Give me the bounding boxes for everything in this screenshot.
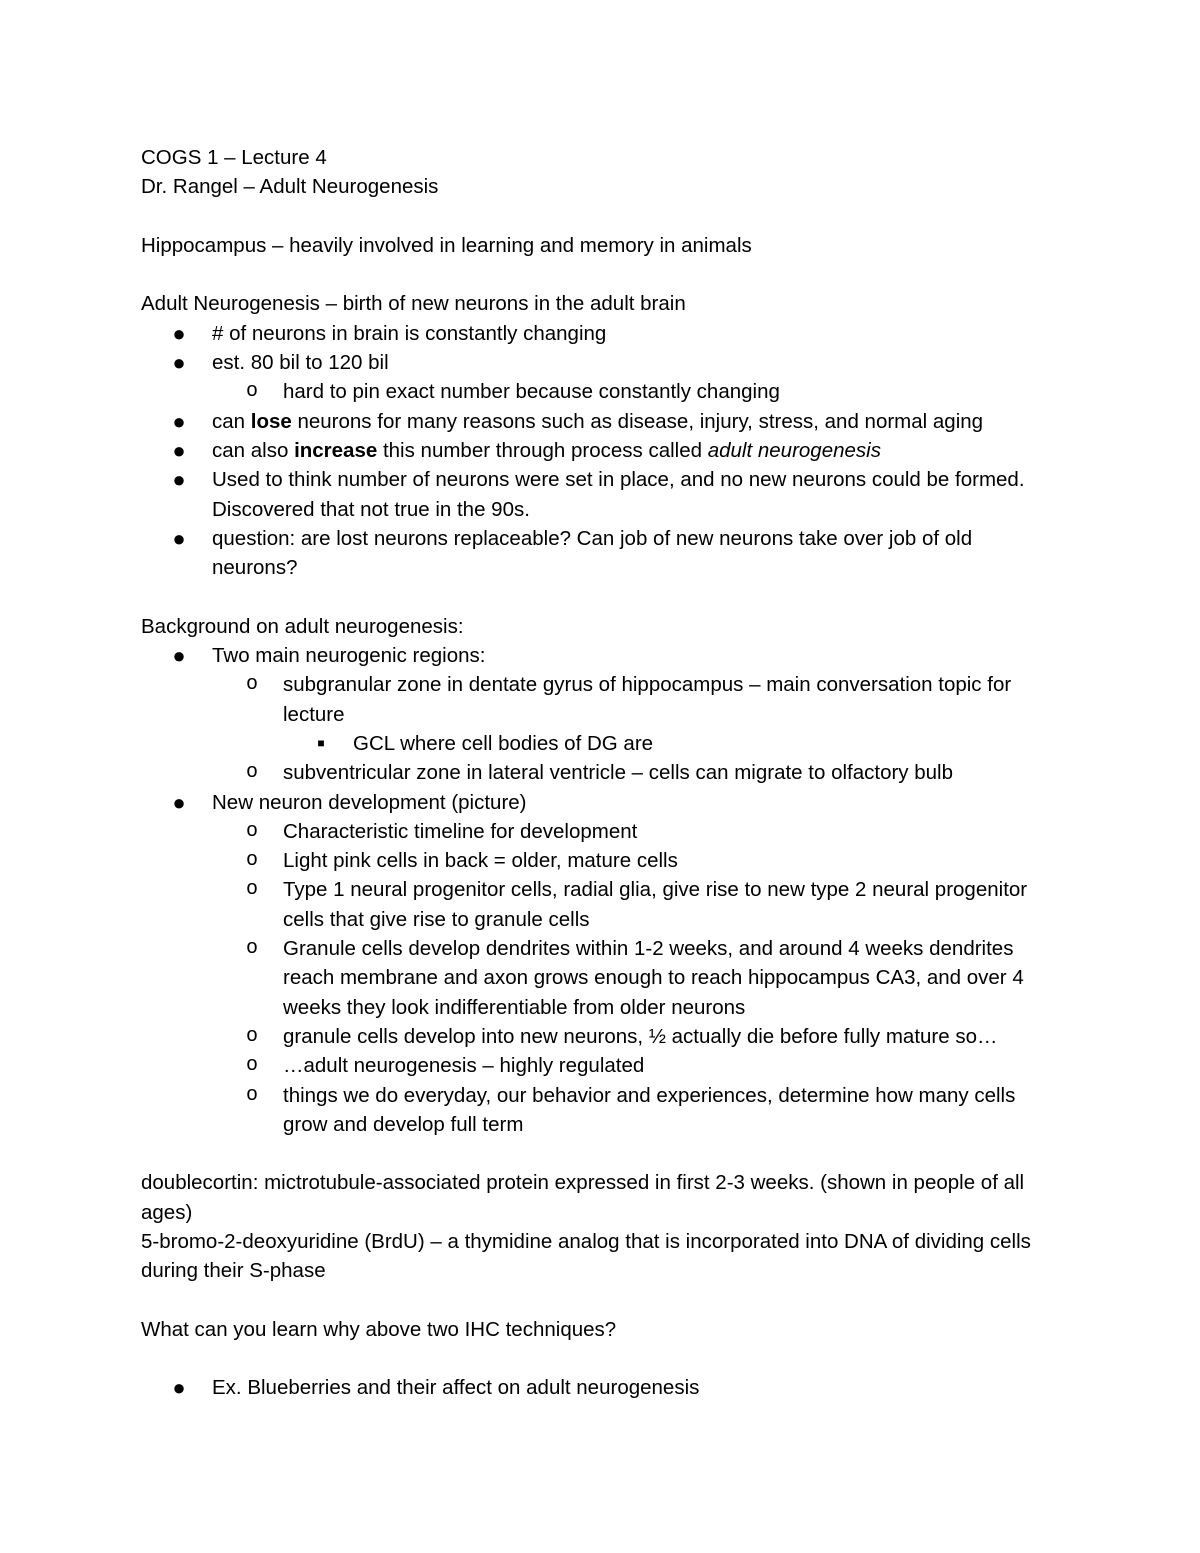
example-list <box>141 1373 1061 1402</box>
ihc-question: What can you learn why above two IHC techniques? <box>141 1317 617 1341</box>
sub-list-item <box>141 377 1061 406</box>
sub-list-item <box>141 846 1061 875</box>
spacer <box>141 1344 1061 1373</box>
circle-bullet-icon: o <box>245 1024 258 1048</box>
list-item-text-middle: this number through process called <box>377 438 708 462</box>
bullet-icon: ● <box>172 789 186 815</box>
list-item-text: Two main neurogenic regions: <box>212 644 486 668</box>
circle-bullet-icon: o <box>245 819 258 843</box>
list-item-text-suffix: neurons for many reasons such as disease, injury, stress, and normal aging <box>291 409 984 433</box>
bullet-icon: ● <box>172 350 186 376</box>
emphasis-text: increase <box>294 438 378 462</box>
list-item-text: hard to pin exact number because constantly changing <box>283 380 780 404</box>
adult-neurogenesis-list <box>141 319 1061 583</box>
list-item-text: things we do everyday, our behavior and experiences, determine how many cells grow and develop full term <box>283 1083 1016 1136</box>
sub-list-item <box>141 1051 1061 1080</box>
sub-list-item <box>141 1081 1061 1140</box>
sub-list-item <box>141 817 1061 846</box>
circle-bullet-icon: o <box>245 673 258 697</box>
bullet-icon: ● <box>172 320 186 346</box>
list-item-text: Type 1 neural progenitor cells, radial glia, give rise to new type 2 neural progenitor cells that give rise to granule cells <box>283 878 1028 931</box>
circle-bullet-icon: o <box>245 1083 258 1107</box>
sub-list-item <box>141 1022 1061 1051</box>
sub-list-item <box>141 758 1061 787</box>
emphasis-text: lose <box>250 409 292 433</box>
list-item-text: est. 80 bil to 120 bil <box>212 351 389 375</box>
hippocampus-definition: Hippocampus – heavily involved in learning and memory in animals <box>141 233 752 257</box>
list-item <box>141 465 1061 524</box>
list-item-text: subventricular zone in lateral ventricle – cells can migrate to olfactory bulb <box>283 761 953 785</box>
list-item-text-prefix: can <box>212 409 251 433</box>
spacer <box>141 1286 1061 1315</box>
list-item <box>141 641 1061 670</box>
bullet-icon: ● <box>172 437 186 463</box>
list-item-text: # of neurons in brain is constantly changing <box>212 321 607 345</box>
list-item-text: subgranular zone in dentate gyrus of hippocampus – main conversation topic for lecture <box>283 673 1012 726</box>
adult-neurogenesis-heading: Adult Neurogenesis – birth of new neurons in the adult brain <box>141 292 686 316</box>
sub-list-item <box>141 934 1061 1022</box>
circle-bullet-icon: o <box>245 937 258 961</box>
spacer <box>141 582 1061 611</box>
square-bullet-icon: ■ <box>317 735 325 750</box>
list-item-text: Ex. Blueberries and their affect on adult neurogenesis <box>212 1376 700 1400</box>
document-body <box>141 143 1061 1403</box>
list-item-text: …adult neurogenesis – highly regulated <box>283 1054 645 1078</box>
doublecortin-note: doublecortin: mictrotubule-associated protein expressed in first 2-3 weeks. (shown in people of all ages) <box>141 1171 1025 1224</box>
list-item <box>141 407 1061 436</box>
list-item-text-prefix: can also <box>212 438 295 462</box>
list-item <box>141 788 1061 817</box>
bullet-icon: ● <box>172 525 186 551</box>
bullet-icon: ● <box>172 467 186 493</box>
list-item-text: Light pink cells in back = older, mature cells <box>283 849 678 873</box>
list-item <box>141 524 1061 583</box>
course-title: COGS 1 – Lecture 4 <box>141 146 327 169</box>
bullet-icon: ● <box>172 1375 186 1401</box>
list-item-text: granule cells develop into new neurons, ½ actually die before fully mature so… <box>283 1024 998 1048</box>
circle-bullet-icon: o <box>245 849 258 873</box>
bullet-icon: ● <box>172 408 186 434</box>
list-item <box>141 436 1061 465</box>
sub-list-item <box>141 670 1061 729</box>
circle-bullet-icon: o <box>245 878 258 902</box>
spacer <box>141 202 1061 231</box>
background-list <box>141 641 1061 1139</box>
circle-bullet-icon: o <box>245 380 258 404</box>
sub-sub-list-item <box>141 729 1061 758</box>
brdu-note: 5-bromo-2-deoxyuridine (BrdU) – a thymidine analog that is incorporated into DNA of dividing cells during their S-phase <box>141 1229 1031 1283</box>
sub-list-item <box>141 875 1061 934</box>
spacer <box>141 1139 1061 1168</box>
list-item <box>141 348 1061 377</box>
list-item-text: Granule cells develop dendrites within 1-2 weeks, and around 4 weeks dendrites reach membrane and axon grows enough to reach hippocampus CA3, and over 4 weeks they look indifferentiable from older neurons <box>283 937 1024 1019</box>
lecture-subtitle: Dr. Rangel – Adult Neurogenesis <box>141 175 439 199</box>
list-item <box>141 1373 1061 1402</box>
list-item-text: Used to think number of neurons were set in place, and no new neurons could be formed. Discovered that not true in the 90s. <box>212 468 1025 521</box>
circle-bullet-icon: o <box>245 761 258 785</box>
list-item-text: Characteristic timeline for development <box>283 819 638 843</box>
italic-term: adult neurogenesis <box>707 438 881 462</box>
list-item-text: GCL where cell bodies of DG are <box>353 731 654 755</box>
spacer <box>141 260 1061 289</box>
background-heading: Background on adult neurogenesis: <box>141 614 464 638</box>
list-item-text: New neuron development (picture) <box>212 790 527 814</box>
circle-bullet-icon: o <box>245 1054 258 1078</box>
list-item-text: question: are lost neurons replaceable? Can job of new neurons take over job of old neurons? <box>212 526 973 580</box>
list-item <box>141 319 1061 348</box>
bullet-icon: ● <box>172 643 186 669</box>
